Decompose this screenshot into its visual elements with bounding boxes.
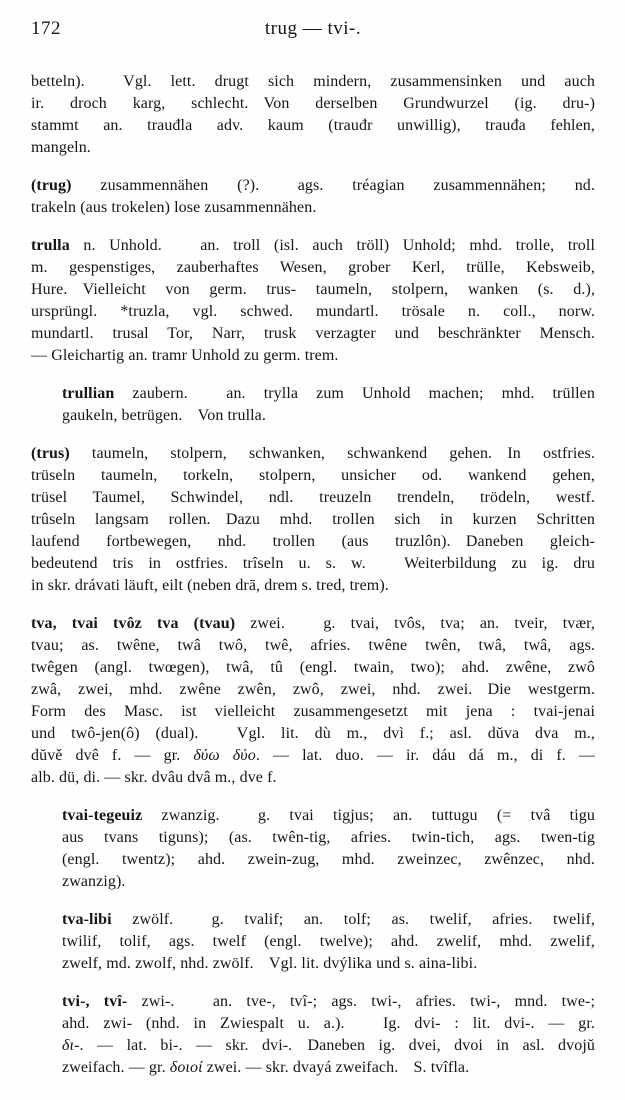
text-line	[31, 509, 595, 531]
wide-space	[492, 443, 507, 465]
body-text: Die westgerm.	[487, 681, 595, 698]
wide-space	[67, 279, 82, 301]
text-line	[62, 1035, 595, 1057]
text-line	[31, 345, 595, 367]
body-text: tvau; as. twêne, twâ twô, twê, afries. twêne twên, twâ, twâ, ags.	[31, 637, 595, 654]
body-text: trûseln langsam rollen.	[31, 511, 211, 528]
body-text: stammt an. trauđla adv. kaum (trauđr unwillig), trauđa fehlen,	[31, 117, 595, 134]
text-line	[31, 443, 595, 465]
body-text: Dazu mhd. trollen sich in kurzen Schritten	[225, 511, 595, 528]
body-text: Ig. dvi- : lit. dvi-. — gr.	[383, 1015, 595, 1032]
text-line	[31, 613, 595, 635]
body-text: aus tvans tiguns); (as. twên-tig, afries. twin-tich, ags. twen-tig	[62, 829, 595, 846]
entry-trullian	[62, 383, 595, 427]
entry-tva	[31, 613, 595, 789]
wide-space	[472, 679, 487, 701]
text-line	[31, 175, 595, 197]
body-text: Daneben gleich-	[465, 533, 596, 550]
text-line	[62, 931, 595, 953]
text-line	[62, 827, 595, 849]
body-text: — Gleichartig an. tramr Unhold zu germ. trem.	[31, 347, 339, 364]
body-text: S. tvîfla.	[413, 1059, 470, 1076]
headword: tva, tvai tvôz tva (tvau)	[31, 615, 236, 632]
body-text: zwi-.	[127, 993, 175, 1010]
body-text: Von derselben Grundwurzel (ig. dru-)	[263, 95, 595, 112]
body-text: m. gespenstiges, zauberhaftes Wesen, grober Kerl, trülle, Kebsweib,	[31, 259, 595, 276]
body-text: . — lat. bi-. — skr. dvi-.	[79, 1037, 293, 1054]
text-line	[62, 383, 595, 405]
wide-space	[398, 1057, 413, 1079]
body-text: g. tvai tigjus; an. tuttugu (= tvâ tigu	[258, 807, 595, 824]
body-text: ahd. zwi- (nhd. in Zwiespalt u. a.).	[62, 1015, 345, 1032]
body-text: . — lat. duo. — ir. dáu dá m., di f. —	[255, 747, 596, 764]
entry-trus	[31, 443, 595, 597]
body-text: gaukeln, betrügen.	[62, 407, 183, 424]
text-line	[31, 487, 595, 509]
text-line	[31, 635, 595, 657]
wide-space	[345, 1013, 383, 1035]
body-text: zwei. — skr. dvayá zweifach.	[202, 1059, 399, 1076]
body-text: mundartl. trusal Tor, Narr, trusk verzagter und beschränkter Mensch.	[31, 325, 595, 342]
body-text: Daneben ig. dvei, dvoi in asl. dvojŭ	[307, 1037, 596, 1054]
body-text: zwanzig).	[62, 873, 126, 890]
body-text: laufend fortbewegen, nhd. trollen (aus truzlôn).	[31, 533, 451, 550]
body-text: mangeln.	[31, 139, 91, 156]
body-text: an. tve-, tvî-; ags. twi-, afries. twi-, mnd. twe-;	[212, 993, 596, 1010]
body-text: an. troll (isl. auch tröll) Unhold; mhd. trolle, troll	[200, 237, 595, 254]
headword: trulla	[31, 237, 70, 254]
wide-space	[211, 509, 226, 531]
body-text: Vgl. lett. drugt sich mindern, zusammensinken und auch	[123, 73, 595, 90]
page-header	[31, 18, 595, 42]
wide-space	[451, 531, 466, 553]
text-line	[62, 1057, 595, 1079]
text-line	[62, 405, 595, 427]
body-text: dŭvě dvê f. — gr.	[31, 747, 194, 764]
body-text: zwâ, zwei, mhd. zwêne zwên, zwô, zwei, nhd. zwei.	[31, 681, 473, 698]
body-text: Von trulla.	[197, 407, 266, 424]
text-line	[31, 93, 595, 115]
body-text: Vgl. lit. dvýlika und s. aina-libi.	[268, 955, 478, 972]
body-text: in skr. drávati läuft, eilt (neben drā, drem s. tred, trem).	[31, 577, 389, 594]
text-line	[31, 279, 595, 301]
body-text: zwei.	[235, 615, 285, 632]
greek-text: δύω δύο	[193, 747, 256, 764]
text-line	[31, 137, 595, 159]
wide-space	[285, 613, 323, 635]
text-line	[31, 553, 595, 575]
entry-betteln-continuation	[31, 71, 595, 159]
wide-space	[254, 953, 269, 975]
text-line	[31, 723, 595, 745]
body-text: und twô-jen(ô) (dual).	[31, 725, 199, 742]
wide-space	[220, 805, 258, 827]
body-text: bedeutend tris in ostfries. trîseln u. s. w.	[31, 555, 366, 572]
text-line	[62, 805, 595, 827]
body-text: Weiterbildung zu ig. dru	[404, 555, 595, 572]
wide-space	[248, 93, 263, 115]
text-line	[31, 465, 595, 487]
body-text: n. Unhold.	[69, 237, 162, 254]
body-text: twilif, tolif, ags. twelf (engl. twelve); ahd. zwelif, mhd. zwelif,	[62, 933, 595, 950]
body-text: zwelf, md. zwolf, nhd. zwölf.	[62, 955, 254, 972]
text-line	[62, 953, 595, 975]
headword: (trug)	[31, 177, 72, 194]
entries	[31, 71, 595, 1079]
body-text: twêgen (angl. twœgen), twâ, tû (engl. twain, two); ahd. zwêne, zwô	[31, 659, 595, 676]
entry-trug	[31, 175, 595, 219]
wide-space	[174, 991, 212, 1013]
body-text: ags. tréagian zusammennähen; nd.	[297, 177, 595, 194]
wide-space	[162, 235, 200, 257]
text-line	[31, 115, 595, 137]
wide-space	[366, 553, 404, 575]
text-line	[31, 701, 595, 723]
greek-text: δι-	[62, 1037, 80, 1054]
text-line	[31, 301, 595, 323]
wide-space	[292, 1035, 307, 1057]
text-line	[62, 849, 595, 871]
text-line	[31, 71, 595, 93]
body-text: zusammennähen (?).	[71, 177, 260, 194]
body-text: g. tvalif; an. tolf; as. twelif, afries. twelif,	[211, 911, 595, 928]
body-text: trüsel Taumel, Schwindel, ndl. treuzeln trendeln, trödeln, westf.	[31, 489, 595, 506]
body-text: alb. dü, di. — skr. dvâu dvâ m., dve f.	[31, 769, 277, 786]
headword: tva-libi	[62, 911, 112, 928]
body-text: betteln).	[31, 73, 85, 90]
text-line	[62, 991, 595, 1013]
wide-space	[173, 909, 211, 931]
body-text: Vielleicht von germ. trus- taumeln, stolpern, wanken (s. d.),	[82, 281, 595, 298]
text-line	[31, 235, 595, 257]
text-line	[31, 323, 595, 345]
wide-space	[198, 723, 236, 745]
text-line	[62, 1013, 595, 1035]
text-line	[31, 575, 595, 597]
body-text: ir. droch karg, schlecht.	[31, 95, 249, 112]
body-text: g. tvai, tvôs, tva; an. tveir, tvær,	[323, 615, 595, 632]
text-line	[31, 657, 595, 679]
body-text: Form des Masc. ist vielleicht zusammengesetzt mit jena : tvai-jenai	[31, 703, 595, 720]
entry-trulla	[31, 235, 595, 367]
body-text: Vgl. lit. dù m., dvì f.; asl. dŭva dva m.,	[236, 725, 596, 742]
headword: tvai-tegeuiz	[62, 807, 143, 824]
headword: tvi-, tvî-	[62, 993, 128, 1010]
body-text: zwölf.	[111, 911, 174, 928]
body-text: ursprüngl. *truzla, vgl. schwed. mundartl. trösale n. coll., norw.	[31, 303, 595, 320]
greek-text: δοιοί	[169, 1059, 203, 1076]
wide-space	[182, 405, 197, 427]
body-text: In ostfries.	[507, 445, 595, 462]
body-text: an. trylla zum Unhold machen; mhd. trüllen	[226, 385, 595, 402]
body-text: trakeln (aus trokelen) lose zusammennähen.	[31, 199, 317, 216]
running-head: trug — tvi-.	[264, 18, 362, 39]
body-text: (engl. twentz); ahd. zwein-zug, mhd. zweinzec, zwênzec, nhd.	[62, 851, 595, 868]
page-number: 172	[31, 18, 61, 39]
body-text: Hure.	[31, 281, 68, 298]
body-text: taumeln, stolpern, schwanken, schwankend gehen.	[69, 445, 493, 462]
text-line	[31, 531, 595, 553]
entry-tva-libi	[62, 909, 595, 975]
wide-space	[85, 71, 123, 93]
text-line	[31, 767, 595, 789]
body-text: trüseln taumeln, torkeln, stolpern, unsicher od. wankend gehen,	[31, 467, 595, 484]
text-line	[62, 909, 595, 931]
text-line	[62, 871, 595, 893]
body-text: zweifach. — gr.	[62, 1059, 170, 1076]
headword: (trus)	[31, 445, 70, 462]
headword: trullian	[62, 385, 115, 402]
wide-space	[259, 175, 297, 197]
text-line	[31, 197, 595, 219]
entry-tvi	[62, 991, 595, 1079]
body-text: zaubern.	[114, 385, 188, 402]
wide-space	[188, 383, 226, 405]
entry-tvai-tegeuiz	[62, 805, 595, 893]
text-line	[31, 745, 595, 767]
body-text: zwanzig.	[142, 807, 220, 824]
text-line	[31, 679, 595, 701]
text-line	[31, 257, 595, 279]
